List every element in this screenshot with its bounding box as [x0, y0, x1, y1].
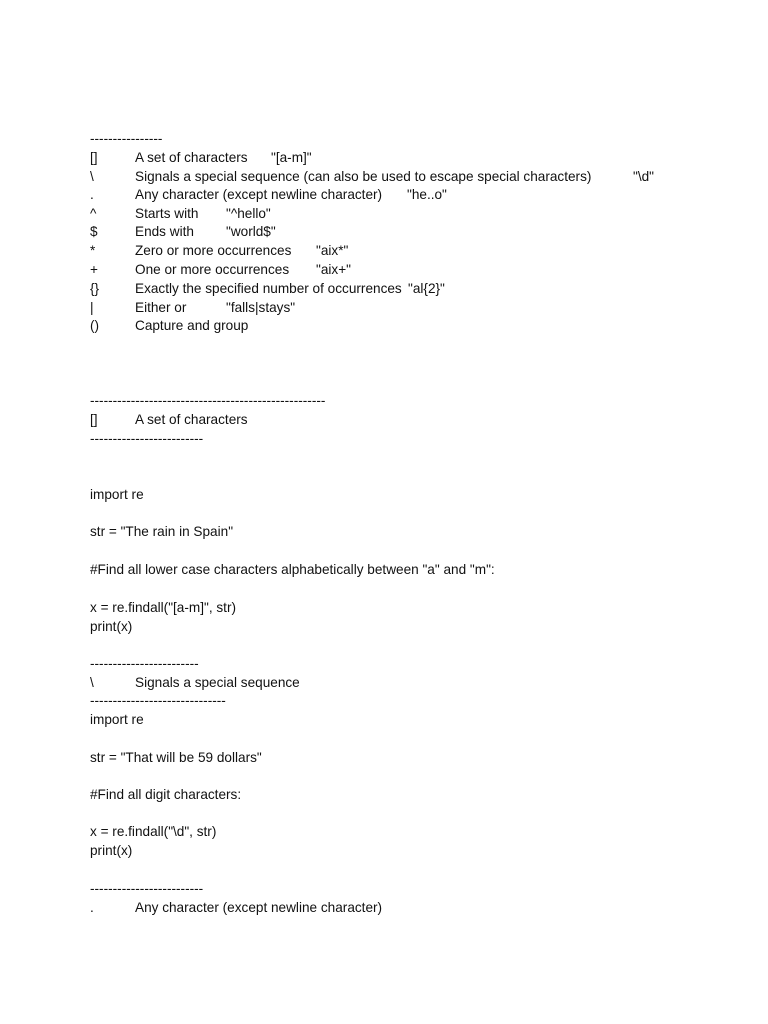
code-line: x = re.findall("\d", str)	[90, 824, 217, 839]
table-symbol: $	[90, 224, 98, 239]
code-line: import re	[90, 712, 144, 727]
section-title: Any character (except newline character)	[135, 900, 383, 915]
separator-line: ----------------	[90, 131, 163, 146]
code-line: str = "The rain in Spain"	[90, 524, 234, 539]
table-symbol: |	[90, 300, 94, 315]
table-description: A set of characters	[135, 150, 248, 165]
table-symbol: \	[90, 169, 94, 184]
code-line: print(x)	[90, 843, 133, 858]
table-description: Either or	[135, 300, 187, 315]
separator-line: ----------------------------------------------------	[90, 393, 326, 408]
table-example: "[a-m]"	[271, 150, 312, 165]
separator-line: -------------------------	[90, 881, 204, 896]
table-description: One or more occurrences	[135, 262, 290, 277]
section-title: Signals a special sequence	[135, 675, 300, 690]
code-line: str = "That will be 59 dollars"	[90, 750, 262, 765]
table-example: "al{2}"	[408, 281, 445, 296]
separator-line: ------------------------------	[90, 693, 226, 708]
table-example: "he..o"	[407, 187, 447, 202]
table-description: Starts with	[135, 206, 199, 221]
table-symbol: .	[90, 187, 94, 202]
table-example: "aix+"	[316, 262, 351, 277]
table-symbol: []	[90, 150, 98, 165]
table-example: "falls|stays"	[226, 300, 296, 315]
table-symbol: +	[90, 262, 98, 277]
table-example: "aix*"	[316, 243, 349, 258]
table-description: Ends with	[135, 224, 194, 239]
table-description: Zero or more occurrences	[135, 243, 292, 258]
table-example: "\d"	[633, 169, 654, 184]
table-symbol: *	[90, 243, 96, 258]
table-example: "world$"	[226, 224, 276, 239]
code-line: import re	[90, 487, 144, 502]
code-comment: #Find all lower case characters alphabetically between "a" and "m":	[90, 562, 495, 577]
table-description: Capture and group	[135, 318, 249, 333]
separator-line: -------------------------	[90, 431, 204, 446]
code-comment: #Find all digit characters:	[90, 787, 242, 802]
code-line: print(x)	[90, 619, 133, 634]
table-example: "^hello"	[226, 206, 271, 221]
section-symbol: \	[90, 675, 94, 690]
section-symbol: .	[90, 900, 94, 915]
table-symbol: ^	[90, 206, 97, 221]
separator-line: ------------------------	[90, 656, 199, 671]
table-description: Signals a special sequence (can also be used to escape special characters)	[135, 169, 592, 184]
table-symbol: ()	[90, 318, 100, 333]
section-title: A set of characters	[135, 412, 248, 427]
section-symbol: []	[90, 412, 98, 427]
table-description: Exactly the specified number of occurrences	[135, 281, 402, 296]
table-description: Any character (except newline character)	[135, 187, 383, 202]
table-symbol: {}	[90, 281, 100, 296]
code-line: x = re.findall("[a-m]", str)	[90, 600, 236, 615]
